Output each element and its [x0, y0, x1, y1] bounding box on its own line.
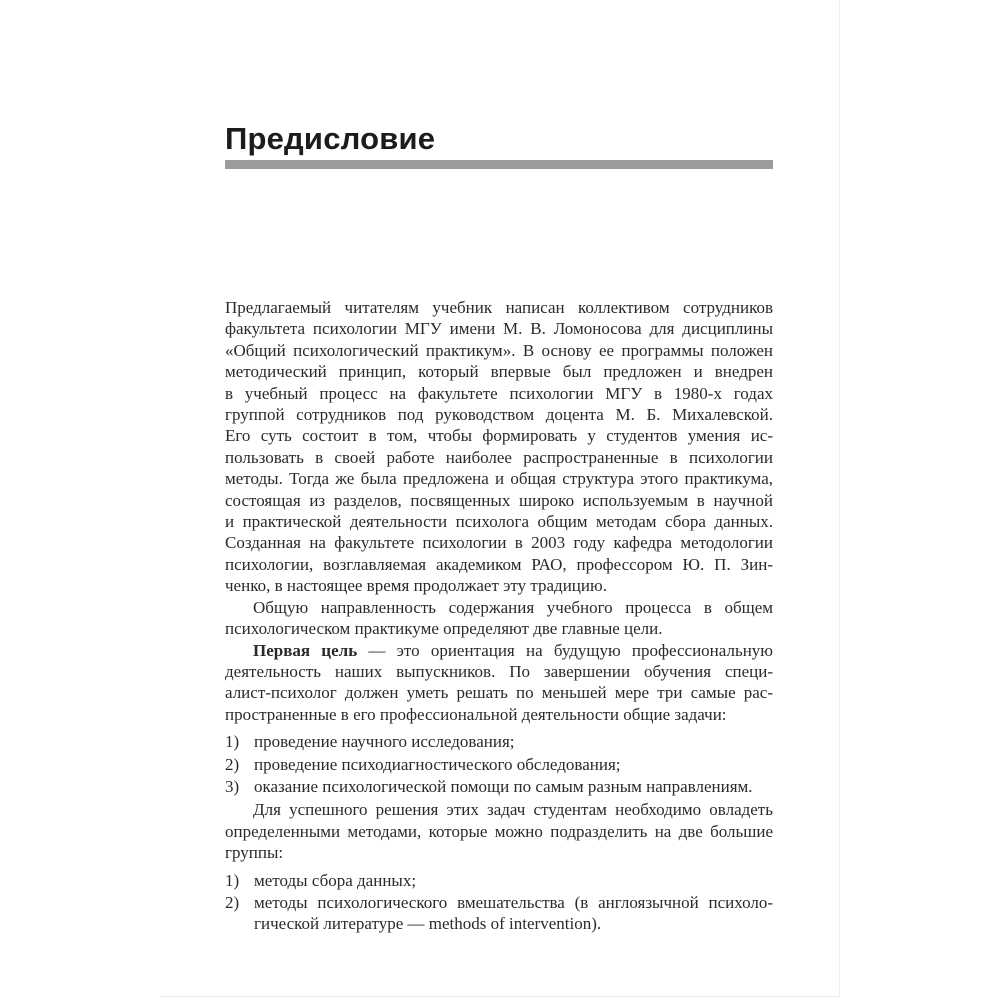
page-bottom-edge: [160, 996, 839, 997]
text-line: психологическом практикуме определяют две главные цели.: [225, 619, 663, 639]
text-line: методы психологического вмешательства (в англоязычной психоло-: [254, 892, 773, 912]
item-number: 2): [225, 892, 240, 912]
text-line: методы сбора данных;: [254, 870, 417, 890]
text-line: пространенные в его профессиональной деятельности общие задачи:: [225, 704, 727, 724]
bold-lead: Первая цель: [253, 640, 358, 660]
paragraph-1: [225, 297, 773, 597]
text-line: Созданная на факультете психологии в 2003 году кафедра методологии: [225, 533, 773, 553]
text-line: [225, 640, 773, 661]
text-line: деятельность наших выпускников. По завершении обучения специ-: [225, 661, 773, 681]
item-number: 1): [225, 732, 240, 752]
paragraph-4: [225, 799, 773, 863]
item-number: 3): [225, 776, 240, 796]
page-right-edge: [839, 0, 840, 997]
list-item: [225, 754, 773, 775]
list-item: [225, 892, 773, 935]
text-line: определенными методами, которые можно подразделить на две большие: [225, 821, 773, 841]
text-line: в учебный процесс на факультете психологии МГУ в 1980-х годах: [225, 383, 773, 403]
paragraph-2: [225, 597, 773, 640]
item-number: 1): [225, 870, 240, 890]
item-text: оказание психологической помощи по самым разным направлениям.: [254, 776, 753, 796]
text-line: методический принцип, который впервые был предложен и внедрен: [225, 362, 773, 382]
text-line: факультета психологии МГУ имени М. В. Ломоносова для дисциплины: [225, 319, 773, 339]
item-text: [254, 892, 773, 935]
item-text: [254, 870, 773, 891]
text-line: группы:: [225, 843, 284, 863]
text-line: «Общий психологический практикум». В основу ее программы положен: [225, 340, 773, 360]
text-line: Для успешного решения этих задач студентам необходимо овладеть: [253, 800, 773, 820]
page-title: Предисловие: [225, 121, 436, 156]
list-item: [225, 870, 773, 891]
text-line: Предлагаемый читателям учебник написан коллективом сотрудников: [225, 298, 773, 317]
text-line: Общую направленность содержания учебного процесса в общем: [253, 597, 773, 617]
text-line: и практической деятельности психолога общим методам сбора данных.: [225, 512, 773, 532]
item-text: проведение психодиагностического обследования;: [254, 754, 621, 774]
numbered-list-tasks: [225, 731, 773, 797]
lead-rest: — это ориентация на будущую профессиональную: [357, 640, 773, 660]
text-line: психологии, возглавляемая академиком РАО, профессором Ю. П. Зин-: [225, 554, 773, 574]
text-line: алист-психолог должен уметь решать по меньшей мере три самые рас-: [225, 683, 773, 703]
item-text: проведение научного исследования;: [254, 732, 515, 752]
list-item: [225, 731, 773, 752]
text-line: пользовать в своей работе наиболее распространенные в психологии: [225, 447, 773, 467]
text-line: ченко, в настоящее время продолжает эту традицию.: [225, 576, 607, 596]
title-rule: [225, 160, 773, 169]
text-line: состоящая из разделов, посвященных широко используемым в научной: [225, 490, 773, 510]
text-line: методы. Тогда же была предложена и общая структура этого практикума,: [225, 469, 773, 489]
item-number: 2): [225, 754, 240, 774]
text-line: группой сотрудников под руководством доцента М. Б. Михалевской.: [225, 405, 773, 425]
list-item: [225, 776, 773, 797]
text-line: Его суть состоит в том, чтобы формировать у студентов умения ис-: [225, 426, 773, 446]
page-content: [225, 123, 773, 937]
numbered-list-method-groups: [225, 870, 773, 935]
paragraph-3: [225, 640, 773, 726]
text-line: гической литературе — methods of intervention).: [254, 914, 602, 934]
preface-text: [225, 297, 773, 935]
